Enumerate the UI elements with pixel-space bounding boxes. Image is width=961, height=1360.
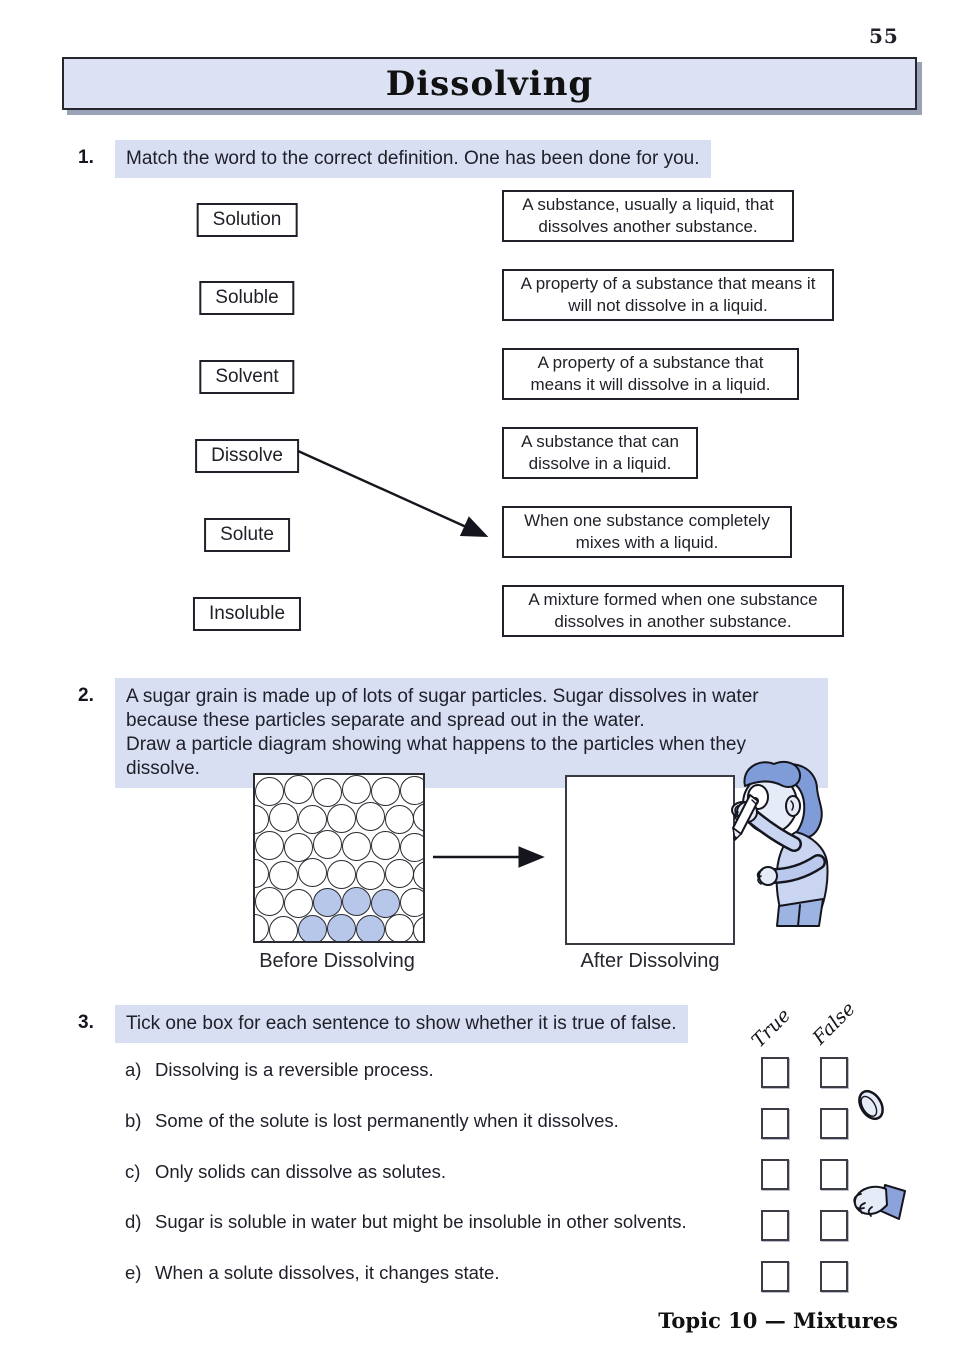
q2-prompt-line: because these particles separate and spread out in the water. [126, 710, 645, 731]
water-particle [385, 805, 414, 834]
water-particle [400, 888, 426, 917]
checkbox-c-false[interactable] [820, 1159, 848, 1190]
water-particle [298, 805, 327, 834]
sugar-particle [313, 888, 342, 917]
page-title: Dissolving [385, 63, 594, 104]
water-particle [253, 914, 269, 943]
water-particle [298, 858, 327, 887]
water-particle [342, 775, 371, 804]
word-box-dissolve[interactable]: Dissolve [195, 439, 299, 473]
water-particle [413, 861, 426, 890]
sugar-particle [342, 887, 371, 916]
checkbox-c-true[interactable] [761, 1159, 789, 1190]
statement-letter: c) [125, 1161, 141, 1182]
water-particle [371, 777, 400, 806]
water-particle [255, 831, 284, 860]
statement-text: Sugar is soluble in water but might be insoluble in other solvents. [155, 1211, 687, 1232]
water-particle [385, 914, 414, 943]
word-box-solution[interactable]: Solution [197, 203, 298, 237]
after-dissolving-box[interactable] [565, 775, 735, 945]
water-particle [371, 831, 400, 860]
water-particle [269, 861, 298, 890]
water-particle [356, 802, 385, 831]
sugar-particle [371, 889, 400, 918]
water-particle [413, 803, 426, 832]
water-particle [385, 859, 414, 888]
sugar-particle [356, 915, 385, 944]
q2-prompt-line: Draw a particle diagram showing what happens to the particles when they dissolve. [126, 734, 746, 779]
water-particle [269, 916, 298, 944]
water-particle [255, 887, 284, 916]
coin-toss-hand-icon [849, 1179, 909, 1228]
q2-number: 2. [78, 685, 94, 706]
cartoon-scientist-illustration [712, 756, 847, 933]
true-column-header: True [747, 1004, 795, 1052]
water-particle [253, 805, 269, 834]
word-box-soluble[interactable]: Soluble [199, 281, 294, 315]
sugar-particle [298, 915, 327, 944]
statement-letter: e) [125, 1262, 142, 1283]
definition-box-0[interactable]: A substance, usually a liquid, that dissolves another substance. [502, 190, 794, 242]
checkbox-d-false[interactable] [820, 1210, 848, 1241]
q3-prompt: Tick one box for each sentence to show whether it is true of false. [115, 1005, 688, 1043]
water-particle [413, 916, 426, 944]
q1-number: 1. [78, 147, 94, 168]
statement-text: When a solute dissolves, it changes state. [155, 1262, 500, 1283]
water-particle [255, 777, 284, 806]
q2-prompt-line: A sugar grain is made up of lots of sugar particles. Sugar dissolves in water [126, 686, 759, 707]
water-particle [313, 830, 342, 859]
word-box-solvent[interactable]: Solvent [199, 360, 294, 394]
statement-letter: b) [125, 1110, 142, 1131]
definition-box-1[interactable]: A property of a substance that means it will not dissolve in a liquid. [502, 269, 834, 321]
water-particle [400, 833, 426, 862]
water-particle [284, 889, 313, 918]
checkbox-a-true[interactable] [761, 1057, 789, 1088]
water-particle [356, 861, 385, 890]
false-column-header: False [808, 997, 860, 1049]
checkbox-e-true[interactable] [761, 1261, 789, 1292]
sugar-particle [327, 914, 356, 943]
definition-box-3[interactable]: A substance that can dissolve in a liquid. [502, 427, 698, 479]
water-particle [253, 859, 269, 888]
water-particle [327, 804, 356, 833]
water-particle [284, 775, 313, 804]
definition-box-4[interactable]: When one substance completely mixes with a liquid. [502, 506, 792, 558]
checkbox-a-false[interactable] [820, 1057, 848, 1088]
word-box-insoluble[interactable]: Insoluble [193, 597, 301, 631]
q3-number: 3. [78, 1012, 94, 1033]
water-particle [400, 776, 426, 805]
after-dissolving-label: After Dissolving [580, 950, 720, 972]
water-particle [342, 832, 371, 861]
before-after-arrow [430, 845, 555, 869]
definition-box-5[interactable]: A mixture formed when one substance dissolves in another substance. [502, 585, 844, 637]
page-number: 55 [869, 24, 899, 48]
definition-box-2[interactable]: A property of a substance that means it will dissolve in a liquid. [502, 348, 799, 400]
water-particle [327, 860, 356, 889]
matching-exercise [0, 185, 961, 660]
water-particle [313, 778, 342, 807]
statement-letter: d) [125, 1211, 142, 1232]
water-particle [269, 803, 298, 832]
coin-flip-icon [852, 1084, 890, 1131]
checkbox-e-false[interactable] [820, 1261, 848, 1292]
statement-text: Only solids can dissolve as solutes. [155, 1161, 446, 1182]
checkbox-b-false[interactable] [820, 1108, 848, 1139]
checkbox-b-true[interactable] [761, 1108, 789, 1139]
topic-footer: Topic 10 — Mixtures [658, 1308, 898, 1333]
title-banner [62, 57, 917, 110]
word-box-solute[interactable]: Solute [204, 518, 290, 552]
before-dissolving-label: Before Dissolving [259, 950, 415, 972]
statement-text: Some of the solute is lost permanently when it dissolves. [155, 1110, 619, 1131]
q1-prompt: Match the word to the correct definition. One has been done for you. [115, 140, 711, 178]
statement-text: Dissolving is a reversible process. [155, 1059, 434, 1080]
checkbox-d-true[interactable] [761, 1210, 789, 1241]
statement-letter: a) [125, 1059, 142, 1080]
before-dissolving-box [253, 773, 425, 943]
water-particle [284, 833, 313, 862]
